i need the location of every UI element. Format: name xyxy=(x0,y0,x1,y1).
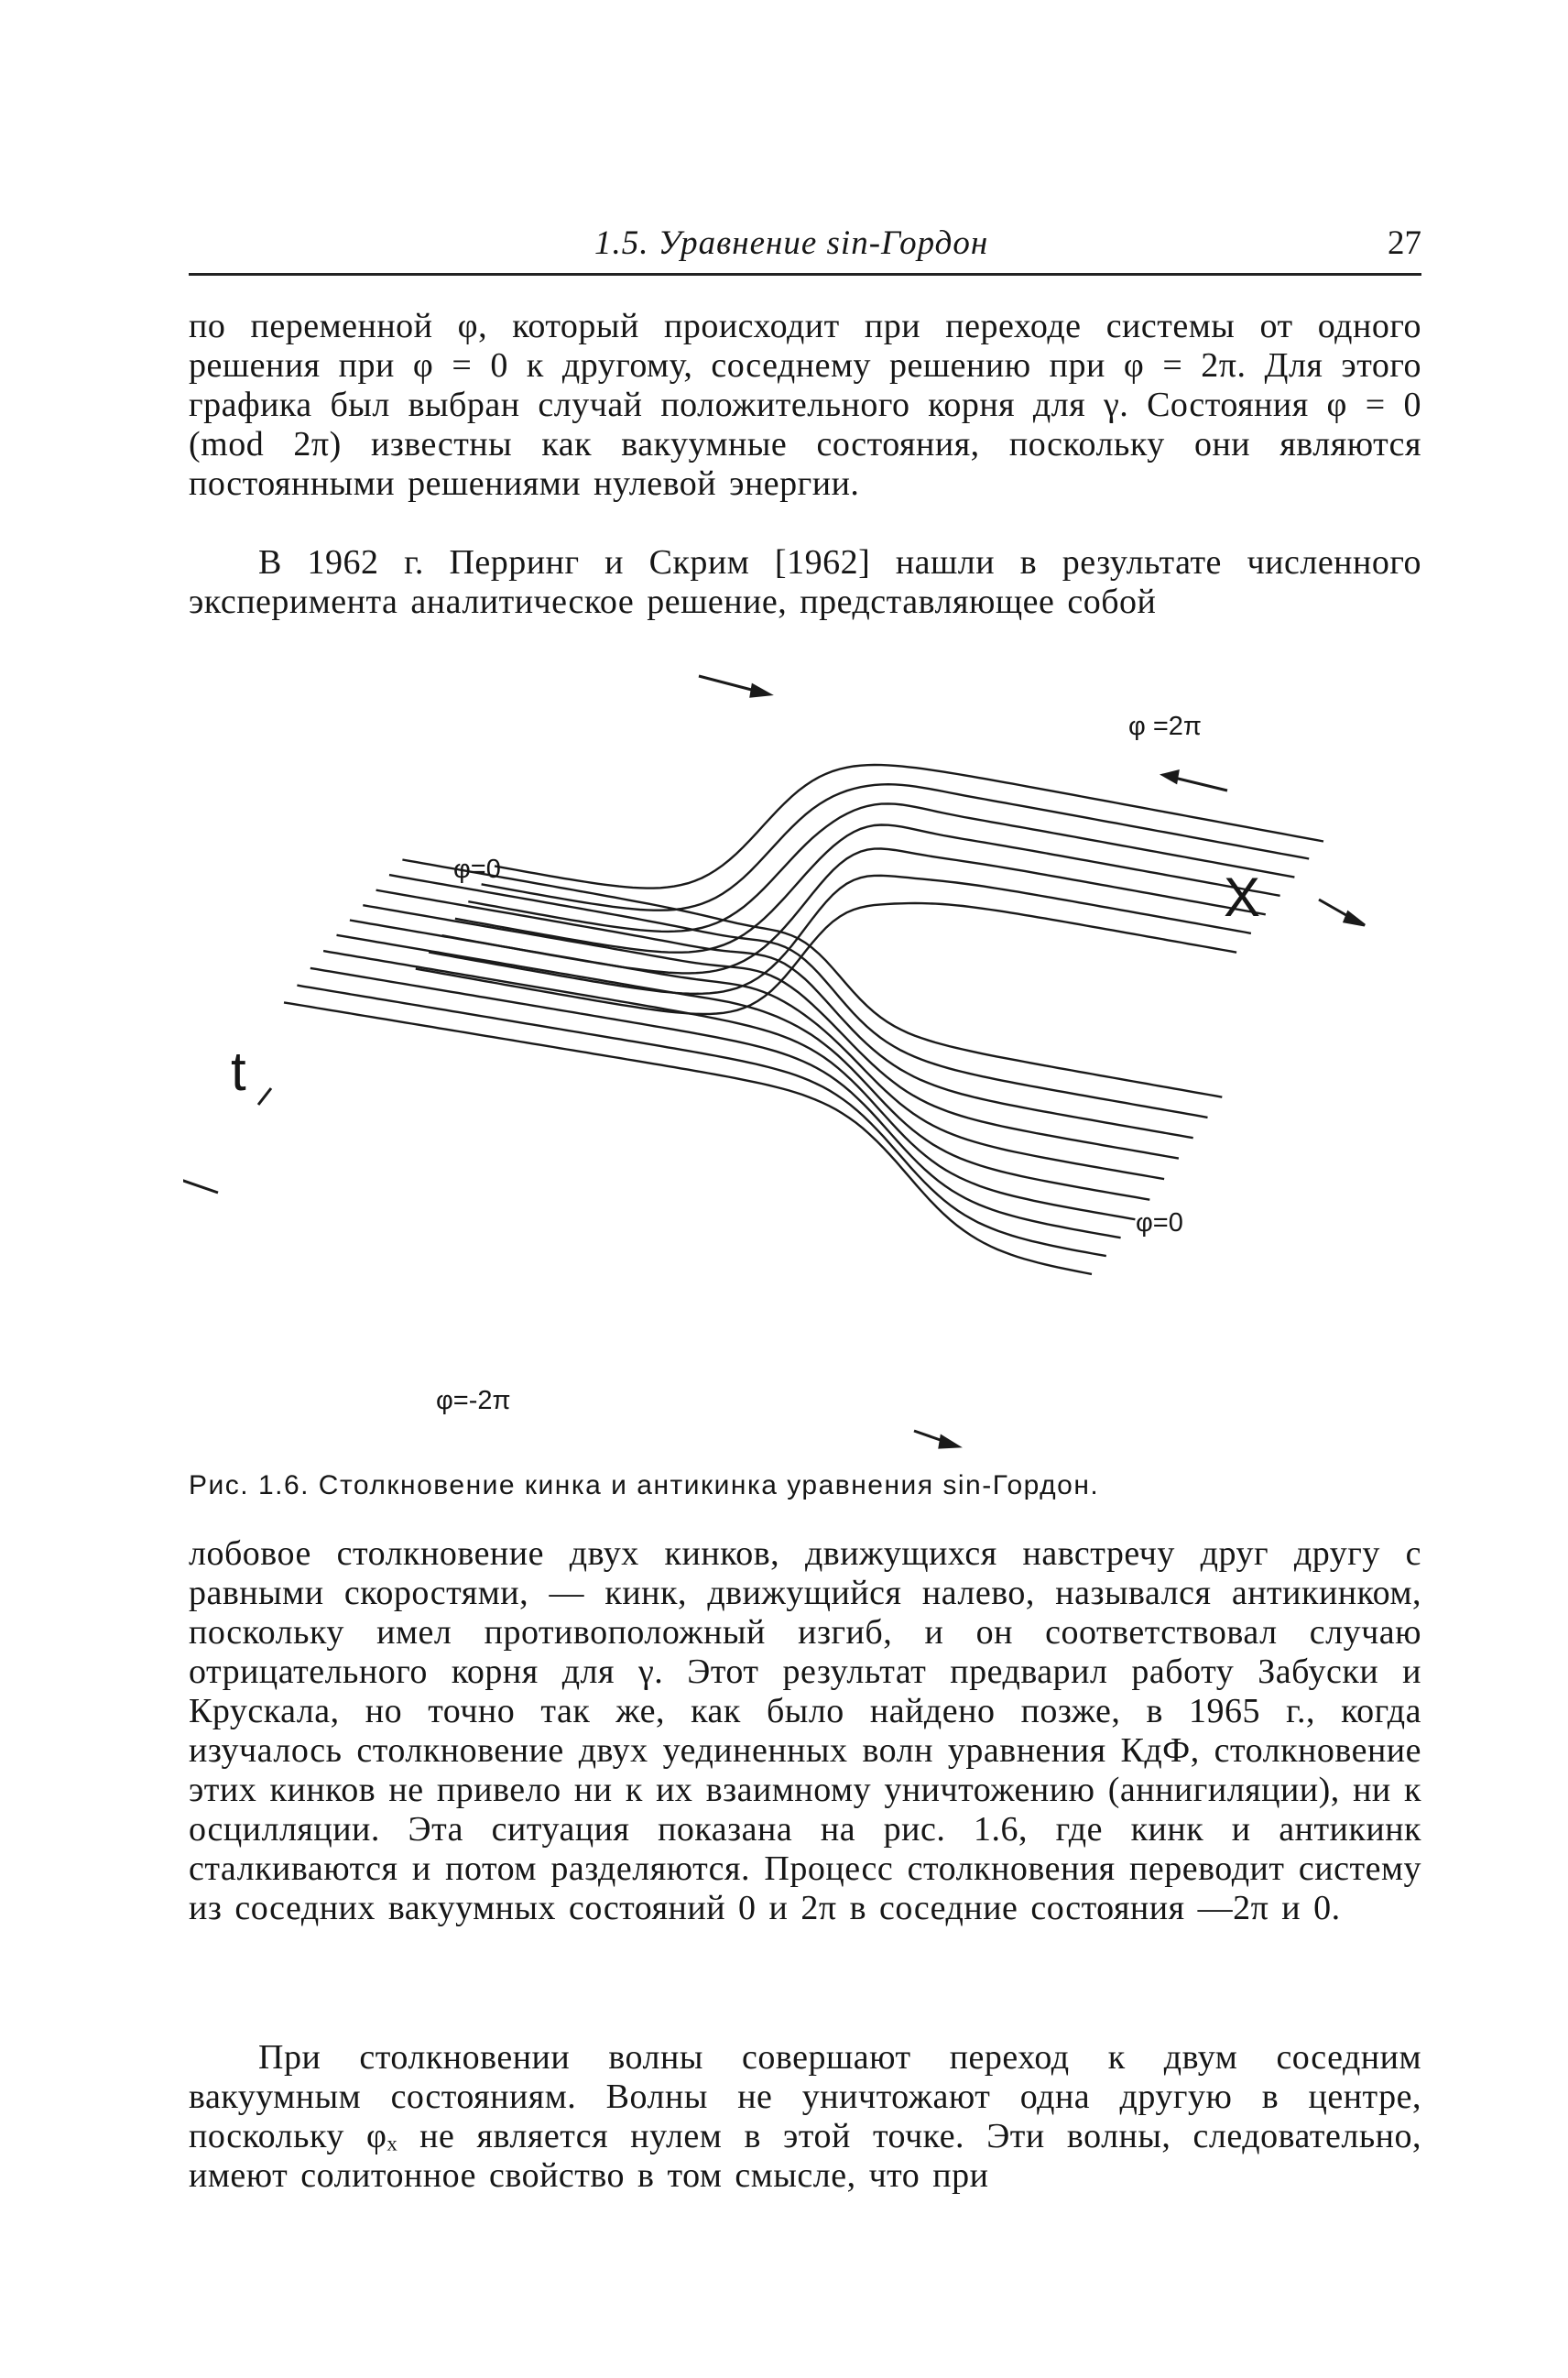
t-axis-tick xyxy=(258,1088,271,1105)
paragraph-2: В 1962 г. Перринг и Скрим [1962] нашли в результате численного эксперимента аналитическое решение, представляющее собой xyxy=(189,543,1421,621)
axis-t-label: t xyxy=(231,1041,246,1102)
page-number: 27 xyxy=(1388,224,1421,262)
arrow-right-upper xyxy=(1171,777,1227,791)
arrow-bottom-head xyxy=(940,1436,958,1447)
arrow-right-x-head xyxy=(1345,912,1365,925)
arrow-top-head xyxy=(751,685,769,696)
label-phi-2pi: φ =2π xyxy=(1128,712,1202,741)
running-title: 1.5. Уравнение sin-Гордон xyxy=(594,224,989,262)
arrow-left xyxy=(183,1174,218,1193)
arrow-right-upper-head xyxy=(1163,771,1178,782)
wave-curve xyxy=(416,903,1236,1014)
wave-curve xyxy=(442,849,1266,974)
wave-curve xyxy=(468,803,1294,932)
paragraph-3: лобовое столкновение двух кинков, движущихся навстречу друг другу с равными скоростями, — кинк, движущийся налево, назывался антикинком, поскольку имел противоположный изгиб, и он соответствовал случаю отрицательного корня для γ. Этот результат предварил работу Забуски и Крускала, но точно так же, как было найдено позже, в 1965 г., когда изучалось столкновение двух уединенных волн уравнения КдФ, столкновение этих кинков не привело ни к их взаимному уничтожению (аннигиляции), ни к осцилляции. Эта ситуация показана на рис. 1.6, где кинк и антикинк сталкиваются и потом разделяются. Процесс столкновения переводит систему из соседних вакуумных состояний 0 и 2π в соседние состояния —2π и 0. xyxy=(189,1534,1421,1927)
wave-curve xyxy=(297,986,1105,1257)
label-phi-minus-2pi: φ=-2π xyxy=(436,1386,511,1415)
page-header xyxy=(189,216,1421,276)
paragraph-1: по переменной φ, который происходит при переходе системы от одного решения при φ = 0 к другому, соседнему решению при φ = 2π. Для этого графика был выбран случай положительного корня для γ. Состояния φ = 0 (mod 2π) известны как вакуумные состояния, поскольку они являются постоянными решениями нулевой энергии. xyxy=(189,307,1421,503)
figure-caption: Рис. 1.6. Столкновение кинка и антикинка уравнения sin-Гордон. xyxy=(189,1470,1100,1500)
kink-antikink-figure xyxy=(183,660,1429,1484)
wave-curves xyxy=(284,765,1323,1274)
paragraph-4: При столкновении волны совершают переход к двум соседним вакуумным состояниям. Волны не уничтожают одна другую в центре, поскольку φₓ не является нулем в этой точке. Эти волны, следовательно, имеют солитонное свойство в том смысле, что при xyxy=(189,2038,1421,2195)
wave-curve xyxy=(284,1002,1092,1274)
arrows xyxy=(183,676,1365,1447)
label-phi-0-right: φ=0 xyxy=(1136,1208,1183,1238)
wave-curve xyxy=(455,825,1280,953)
label-phi-0-left: φ=0 xyxy=(453,855,501,884)
axis-x-label: X xyxy=(1224,867,1261,928)
